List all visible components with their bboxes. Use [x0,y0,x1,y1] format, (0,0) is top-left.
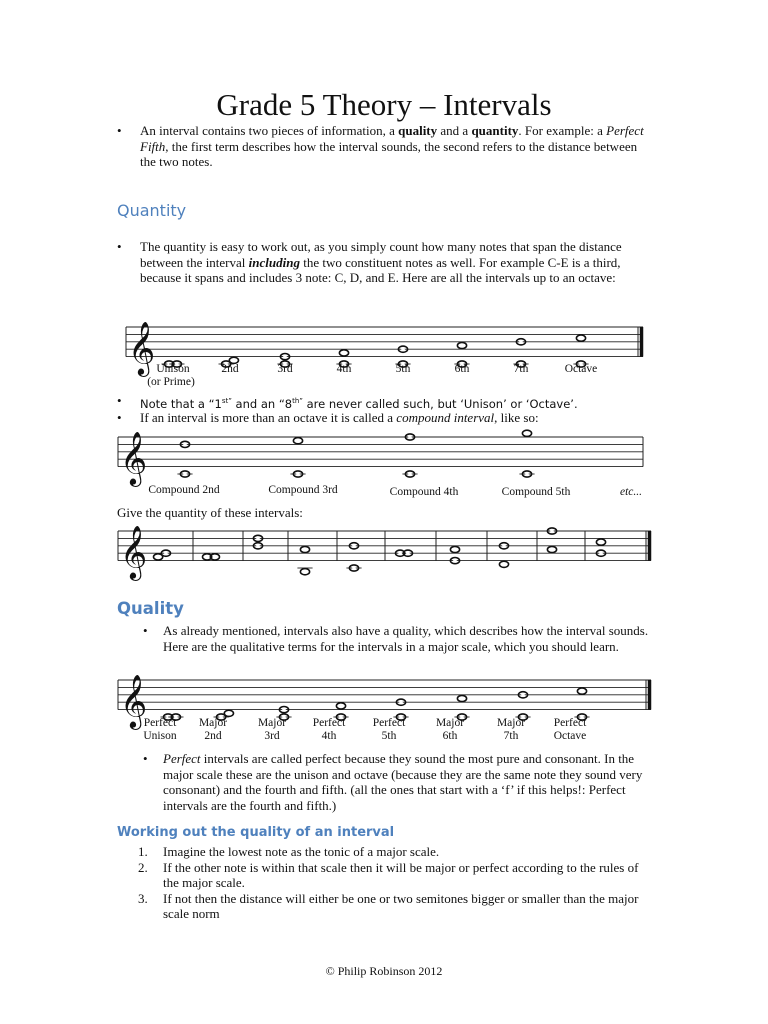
interval-label: 7th [513,363,529,375]
whole-note [457,695,466,701]
interval-label: 3rd [277,363,293,375]
quality-label: 4th [321,730,337,742]
intro-text: An interval contains two pieces of information, a [140,123,399,138]
interval-label: Octave [564,363,598,375]
step-item [138,860,653,891]
step-item [138,844,653,860]
quality-label: Octave [553,730,587,742]
intro-text: and a [437,123,472,138]
note-text: and an “8 [231,396,293,411]
treble-clef-icon: 𝄞 [120,430,148,485]
interval-label: (or Prime) [147,376,195,388]
bullet-icon: • [117,393,122,408]
quality-label: 5th [381,730,397,742]
compound-label: Compound 2nd [148,484,220,496]
perfect-paragraph [163,751,653,813]
bullet-icon: • [117,239,122,254]
quality-label: Perfect [312,717,346,729]
steps-list [138,844,653,922]
quality-label: Major [496,717,526,729]
superscript: th” [292,397,303,405]
working-heading: Working out the quality of an interval [117,825,395,840]
note-text: Note that a “1 [140,396,222,411]
treble-clef-icon: 𝄞 [120,673,148,728]
whole-note [224,710,233,716]
quality-label: Unison [143,730,177,742]
quantity-heading: Quantity [117,201,187,220]
compound-label: Compound 5th [501,486,571,498]
compound-text: , like so: [494,410,539,425]
interval-label: Unison [156,363,190,375]
quality-label: Major [435,717,465,729]
exercise-prompt: Give the quantity of these intervals: [117,505,303,520]
compound-label: Compound 3rd [268,484,338,496]
note-text: are never called such, but ‘Unison’ or ‘Octave’. [302,396,578,411]
interval-label: 4th [336,363,352,375]
quality-label: 2nd [204,730,222,742]
treble-clef-icon: 𝄞 [128,320,156,375]
compound-text: If an interval is more than an octave it is called a [140,410,397,425]
step-text: If the other note is within that scale then it will be major or perfect according to the rules of the major scale. [163,859,639,890]
compound-term: compound interval [396,410,495,425]
quality-label: 6th [442,730,458,742]
bullet-icon: • [117,410,122,425]
quality-label: 3rd [264,730,280,742]
superscript: st” [221,397,232,405]
quality-label: 7th [503,730,519,742]
including-term: including [248,254,300,270]
quantity-text: the two constituent notes as well. For example C-E is a third, because it spans and includes 3 note: C, D, and E. Here are all the intervals up to an octave: [140,254,621,285]
quality-label: Perfect [372,717,406,729]
quality-label: Major [198,717,228,729]
quality-paragraph: As already mentioned, intervals also have a quality, which describes how the interval sounds. Here are the qualitative terms for the intervals in a major scale, which you should learn. [163,623,649,654]
compound-label: Compound 4th [389,486,459,498]
perfect-term: Perfect [163,751,201,766]
intro-text: , the first term describes how the interval sounds, the second refers to the distance between the two notes. [140,138,638,169]
example-term: Perfect Fifth [140,123,644,154]
quantity-text: The quantity is easy to work out, as you simply count how many notes that span the distance between the interval [140,239,622,270]
interval-label: 2nd [221,363,239,375]
interval-label: 6th [454,363,470,375]
bullet-icon: • [117,123,122,138]
page-title: Grade 5 Theory – Intervals [216,87,552,122]
step-number: 1. [138,844,148,859]
quality-term: quality [398,123,438,138]
step-item [138,891,653,922]
whole-note [577,688,586,694]
step-number: 3. [138,890,148,906]
bullet-icon: • [143,623,148,638]
quality-heading: Quality [117,599,184,618]
interval-label: 5th [395,363,411,375]
quantity-term: quantity [471,123,519,138]
step-number: 2. [138,859,148,875]
quality-label: Perfect [553,717,587,729]
etc-label: etc... [619,486,643,498]
perfect-text: intervals are called perfect because they sound the most pure and consonant. In the major scale these are the unison and octave (because they are the same note they sound very consonant) and the fourth and fifth. (all the ones that start with a ‘f’ if this helps!: Perfect intervals are the fourth and fifth.) [163,751,643,813]
intro-text: . For example: a [518,123,607,138]
copyright-footer: © Philip Robinson 2012 [325,964,443,978]
quality-label: Major [257,717,287,729]
step-text: Imagine the lowest note as the tonic of a major scale. [163,844,440,859]
whole-note [336,703,345,709]
step-text: If not then the distance will either be one or two semitones bigger or smaller than the major scale norm [163,890,639,921]
bullet-icon: • [143,751,148,766]
treble-clef-icon: 𝄞 [120,524,148,579]
quality-label: Perfect [143,717,177,729]
